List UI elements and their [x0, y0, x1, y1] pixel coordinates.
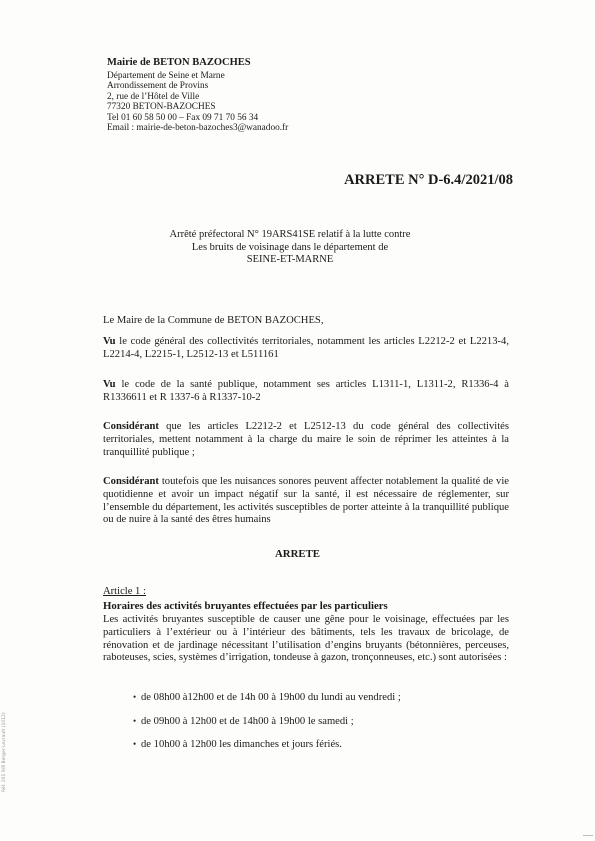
letterhead-phone-fax: Tel 01 60 58 50 00 – Fax 09 71 70 56 34 [107, 112, 259, 123]
letterhead-department: Département de Seine et Marne [107, 70, 225, 81]
mairie-name: Mairie de BETON BAZOCHES [107, 57, 251, 68]
margin-reference-note: Réf. 201 9/8 Berger-Levrault (1012) [2, 712, 7, 792]
article-1-title: Horaires des activités bruyantes effectuées par les particuliers [103, 600, 388, 612]
schedule-list [133, 692, 401, 763]
schedule-weekdays: de 08h00 à12h00 et de 14h 00 à 19h00 du lundi au vendredi ; [141, 692, 401, 703]
considerant-text-2: toutefois que les nuisances sonores peuvent affecter notablement la qualité de vie quotidienne et avoir un impact négatif sur la santé, il est nécessaire de réglementer, sur l’ensemble du département, les activités susceptibles de porter atteinte à la tranquillité publique ou de nuire à la santé des êtres humains [103, 476, 509, 526]
decree-line-3: SEINE-ET-MARNE [246, 254, 334, 266]
bullet-icon: • [133, 739, 137, 749]
arrete-number: ARRETE N° D-6.4/2021/08 [344, 172, 513, 188]
arrete-heading: ARRETE [275, 548, 320, 560]
article-1-text: Les activités bruyantes susceptible de causer une gêne pour le voisinage, effectuées par les particuliers à l’extérieur ou à l’intérieur des bâtiments, tels les travaux de bricolage, de rénovation et de jardinage nécessitant l’utilisation d’engins bruyants (bétonnières, perceuses, raboteuses, scies, systèmes d’irrigation, tondeuse à gazon, tronçonneuses, etc.) sont autorisées : [103, 614, 509, 664]
mayor-intro: Le Maire de la Commune de BETON BAZOCHES, [103, 315, 324, 326]
vu-lead-2: Vu [103, 379, 116, 390]
schedule-sundays-holidays: de 10h00 à 12h00 les dimanches et jours fériés. [141, 739, 342, 750]
vu-text-1: le code général des collectivités territoriales, notamment les articles L2212-2 et L2213-4, L2214-4, L2215-1, L2512-13 et L511161 [103, 336, 509, 360]
bullet-icon: • [133, 692, 137, 702]
bullet-icon: • [133, 715, 137, 726]
list-item [133, 692, 401, 716]
prefectoral-decree-reference [150, 229, 430, 267]
list-item [133, 739, 401, 763]
article-1-label: Article 1 : [103, 586, 146, 597]
schedule-saturday: de 09h00 à 12h00 et de 14h00 à 19h00 le samedi ; [141, 715, 354, 727]
considerant-lead-1: Considérant [103, 421, 159, 432]
vu-lead-1: Vu [103, 336, 116, 347]
considerant-lead-2: Considérant [103, 476, 159, 487]
considerant-paragraph-2 [103, 476, 509, 527]
letterhead-arrondissement: Arrondissement de Provins [107, 81, 209, 91]
corner-mark [583, 835, 593, 839]
vu-text-2: le code de la santé publique, notamment ses articles L1311-1, L1311-2, R1336-4 à R1336611 et R 1337-6 à R1337-10-2 [103, 379, 509, 403]
vu-paragraph-1 [103, 336, 509, 362]
decree-line-1: Arrêté préfectoral N° 19ARS41SE relatif à la lutte contre [169, 229, 411, 240]
letterhead-address: 2, rue de l’Hôtel de Ville [107, 91, 200, 102]
letterhead-email: Email : mairie-de-beton-bazoches3@wanadoo.fr [107, 123, 289, 133]
list-item [133, 716, 401, 740]
considerant-text-1: que les articles L2212-2 et L2512-13 du code général des collectivités territoriales, mettent notamment à la charge du maire le soin de réprimer les atteintes à la tranquillité publique ; [103, 421, 509, 458]
letterhead [107, 58, 288, 134]
letterhead-city: 77320 BETON-BAZOCHES [107, 102, 216, 112]
vu-paragraph-2 [103, 379, 509, 405]
decree-line-2: Les bruits de voisinage dans le département de [191, 241, 389, 253]
considerant-paragraph-1 [103, 421, 509, 459]
